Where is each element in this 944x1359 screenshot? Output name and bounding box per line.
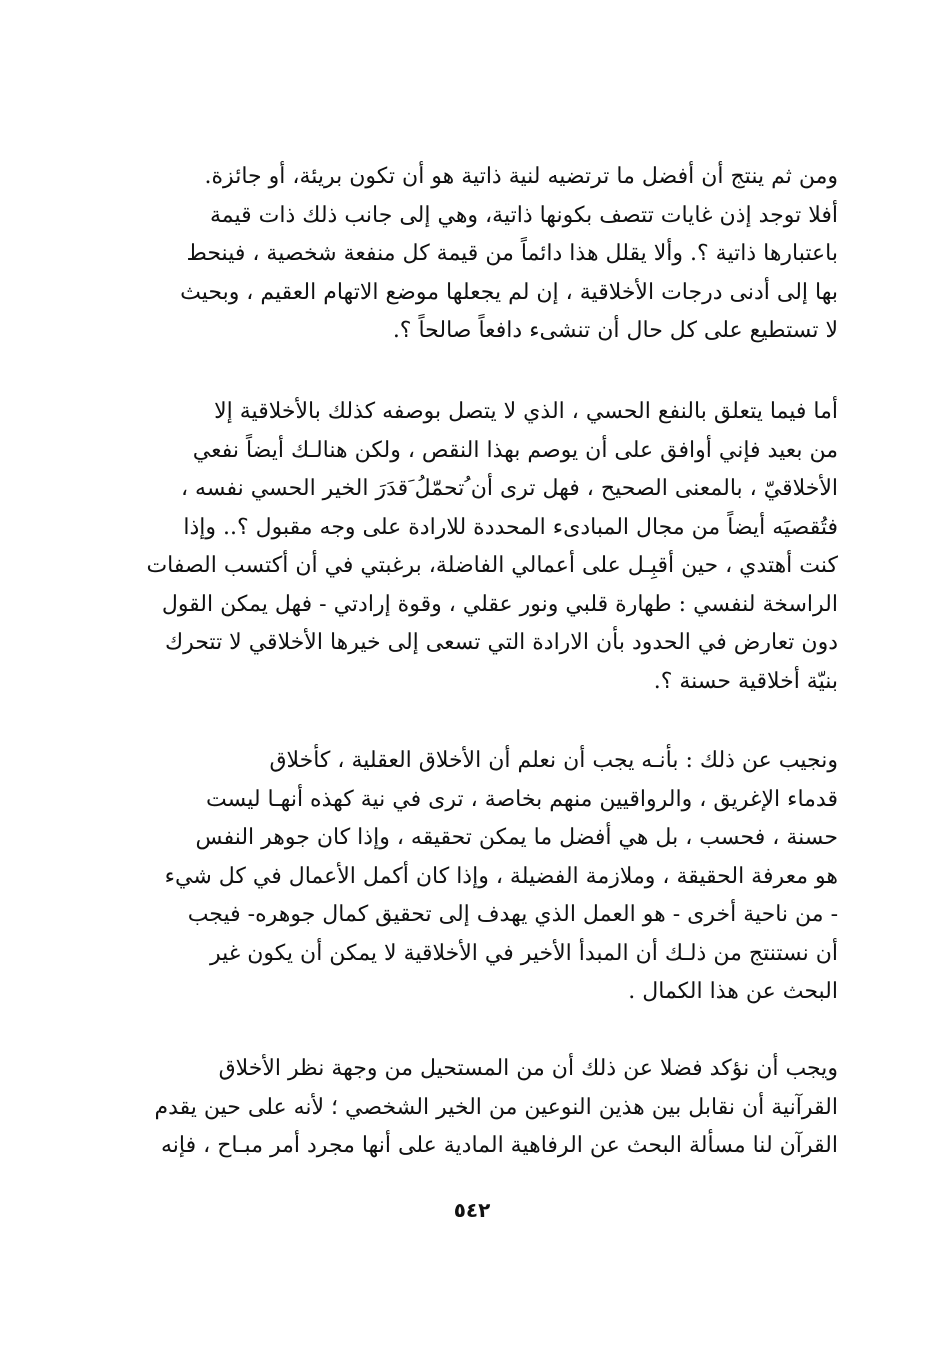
text-line: ومن ثم ينتج أن أفضل ما ترتضيه لنية ذاتية هو أن تكون بريئة، أو جائزة.	[204, 164, 838, 189]
text-line: حسنة ، فحسب ، بل هي أفضل ما يمكن تحقيقه ، وإذا كان جوهر النفس	[195, 825, 838, 850]
text-line: هو معرفة الحقيقة ، وملازمة الفضيلة ، وإذا كان أكمل الأعمال في كل شيء	[164, 863, 838, 889]
text-line: لا تستطيع على كل حال أن تنشىء دافعاً صالحاً ؟.	[392, 318, 838, 343]
text-line: كنت أهتدي ، حين أقبِـل على أعمالي الفاضلة، برغبتي في أن أكتسب الصفات	[146, 553, 838, 578]
text-line: باعتبارها ذاتية ؟. وألا يقلل هذا دائماً من قيمة كل منفعة شخصية ، فينحط	[186, 241, 838, 266]
text-line: بها إلى أدنى درجات الأخلاقية ، إن لم يجعلها موضع الاتهام العقيم ، وبحيث	[180, 279, 838, 305]
text-line: بنيّة أخلاقية حسنة ؟.	[653, 668, 838, 694]
text-line: ويجب أن نؤكد فضلا عن ذلك أن من المستحيل من وجهة نظر الأخلاق	[218, 1056, 838, 1081]
page-number: ٥٤٢	[453, 1198, 491, 1222]
text-line: ونجيب عن ذلك : بأنـه يجب أن نعلم أن الأخلاق العقلية ، كأخلاق	[269, 748, 838, 773]
text-line: - من ناحية أخرى - هو العمل الذي يهدف إلى تحقيق كمال جوهره- فيجب	[187, 902, 838, 927]
text-line: أما فيما يتعلق بالنفع الحسي ، الذي لا يتصل بوصفه كذلك بالأخلاقية إلا	[214, 399, 838, 424]
text-line: البحث عن هذا الكمال .	[628, 979, 838, 1004]
paragraph-1	[118, 158, 838, 351]
paragraph-3	[118, 742, 838, 1012]
paragraph-4	[118, 1050, 838, 1166]
text-line: قدماء الإغريق ، والرواقيين منهم بخاصة ، ترى في نية كهذه أنهـا ليست	[205, 786, 838, 812]
text-line: القرآنية أن نقابل بين هذين النوعين من الخير الشخصي ؛ لأنه على حين يقدم	[154, 1094, 838, 1120]
text-line: القرآن لنا مسألة البحث عن الرفاهية المادية على أنها مجرد أمر مبـاح ، فإنه	[160, 1133, 838, 1158]
text-line: فتُقصيَه أيضاً من مجال المبادىء المحددة للارادة على وجه مقبول ؟.. وإذا	[183, 514, 838, 540]
text-line: أفلا توجد إذن غايات تتصف بكونها ذاتية، وهي إلى جانب ذلك ذات قيمة	[210, 202, 838, 228]
paragraph-2	[118, 393, 838, 701]
text-line: دون تعارض في الحدود بأن الارادة التي تسعى إلى خيرها الأخلاقي لا تتحرك	[164, 630, 838, 655]
text-line: الراسخة لنفسي : طهارة قلبي ونور عقلي ، وقوة إرادتي - فهل يمكن القول	[161, 591, 838, 617]
text-line: الأخلاقيّ ، بالمعنى الصحيح ، فهل ترى أن ُتحمّلُ َقدَرَ الخير الحسي نفسه ،	[180, 476, 838, 501]
text-line: من بعيد فإني أوافق على أن يوصم بهذا النقص ، ولكن هنالـك أيضاً نفعي	[192, 437, 838, 463]
text-line: أن نستنتج من ذلـك أن المبدأ الأخير في الأخلاقية لا يمكن أن يكون غير	[209, 940, 838, 966]
